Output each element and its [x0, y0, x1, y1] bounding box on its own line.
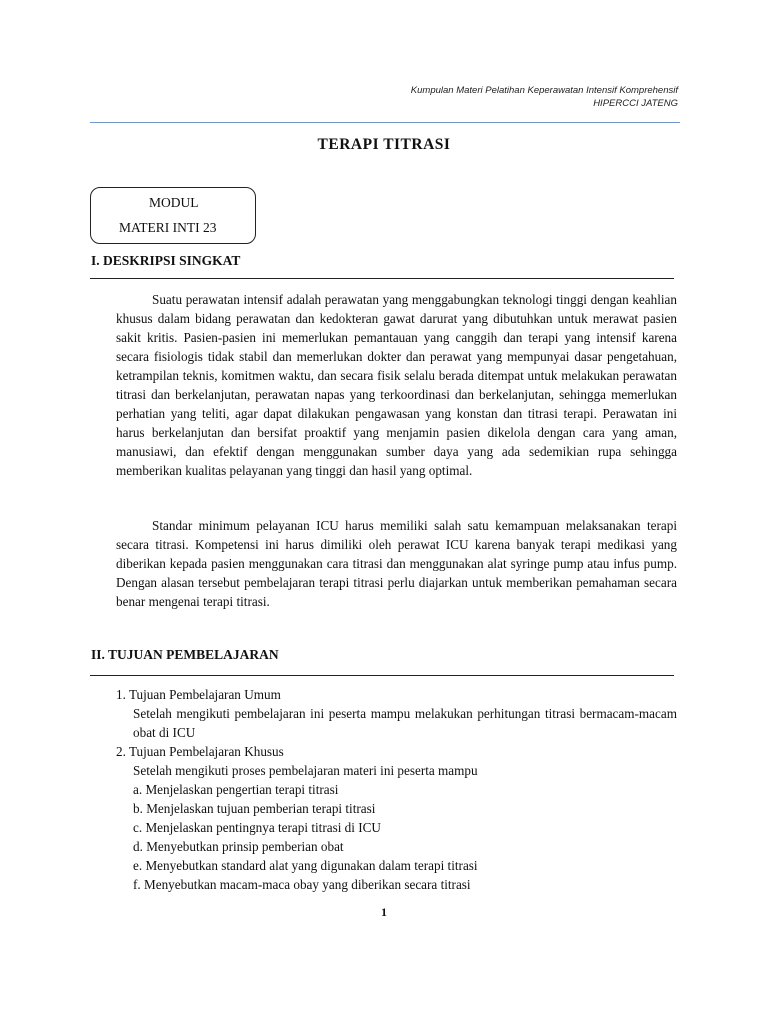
- modul-number: MATERI INTI 23: [119, 220, 217, 235]
- page-header: [90, 84, 678, 110]
- objective-general-title: 1. Tujuan Pembelajaran Umum: [116, 687, 281, 702]
- objective-specific-title: 2. Tujuan Pembelajaran Khusus: [116, 744, 284, 759]
- document-title: TERAPI TITRASI: [317, 136, 451, 153]
- header-line-2: HIPERCCI JATENG: [593, 98, 678, 109]
- modul-box: [90, 187, 256, 244]
- section-2-rule: [90, 675, 674, 676]
- objectives-list: [116, 685, 677, 894]
- section-1-rule: [90, 278, 674, 279]
- list-item: f. Menyebutkan macam-maca obay yang diberikan secara titrasi: [133, 877, 471, 892]
- section-1-heading: I. DESKRIPSI SINGKAT: [91, 253, 241, 268]
- list-item: d. Menyebutkan prinsip pemberian obat: [133, 839, 344, 854]
- section-1-paragraph-2: Standar minimum pelayanan ICU harus memiliki salah satu kemampuan melaksanakan terapi secara titrasi. Kompetensi ini harus dimiliki oleh perawat ICU karena banyak terapi medikasi yang diberikan kepada pasien menggunakan cara titrasi dan menggunakan alat syringe pump atau infus pump. Dengan alasan tersebut pembelajaran terapi titrasi perlu diajarkan untuk memberikan pemahaman secara benar mengenai terapi titrasi.: [116, 518, 677, 609]
- header-divider: [90, 122, 680, 123]
- header-line-1: Kumpulan Materi Pelatihan Keperawatan Intensif Komprehensif: [410, 85, 678, 96]
- page-number: 1: [381, 905, 387, 919]
- objective-specific-intro: Setelah mengikuti proses pembelajaran materi ini peserta mampu: [133, 763, 478, 778]
- list-item: a. Menjelaskan pengertian terapi titrasi: [133, 782, 339, 797]
- list-item: b. Menjelaskan tujuan pemberian terapi titrasi: [133, 801, 376, 816]
- objective-general-text: Setelah mengikuti pembelajaran ini peserta mampu melakukan perhitungan titrasi bermacam-macam obat di ICU: [133, 706, 677, 740]
- section-2-heading: II. TUJUAN PEMBELAJARAN: [91, 647, 279, 662]
- section-1-paragraph-1: Suatu perawatan intensif adalah perawatan yang menggabungkan teknologi tinggi dengan keahlian khusus dalam bidang perawatan dan kedokteran gawat darurat yang dibutuhkan untuk merawat pasien sakit kritis. Pasien-pasien ini memerlukan pemantauan yang canggih dan terapi yang intensif karena secara fisiologis tidak stabil dan memerlukan dokter dan perawat yang mempunyai dasar pengetahuan, ketrampilan teknis, komitmen waktu, dan secara fisik selalu berada ditempat untuk melakukan perawatan titrasi dan berkelanjutan, perawatan napas yang terkoordinasi dan berkelanjutan, sehingga memerlukan perhatian yang teliti, agar dapat dilakukan pengawasan yang konstan dan titrasi terapi. Perawatan ini harus berkelanjutan dan bersifat proaktif yang menjamin pasien dikelola dengan cara yang aman, manusiawi, dan efektif dengan menggunakan sumber daya yang ada sedemikian rupa sehingga memberikan kualitas pelayanan yang tinggi dan hasil yang optimal.: [116, 292, 677, 478]
- list-item: e. Menyebutkan standard alat yang digunakan dalam terapi titrasi: [133, 858, 478, 873]
- list-item: c. Menjelaskan pentingnya terapi titrasi di ICU: [133, 820, 381, 835]
- modul-label: MODUL: [149, 195, 199, 210]
